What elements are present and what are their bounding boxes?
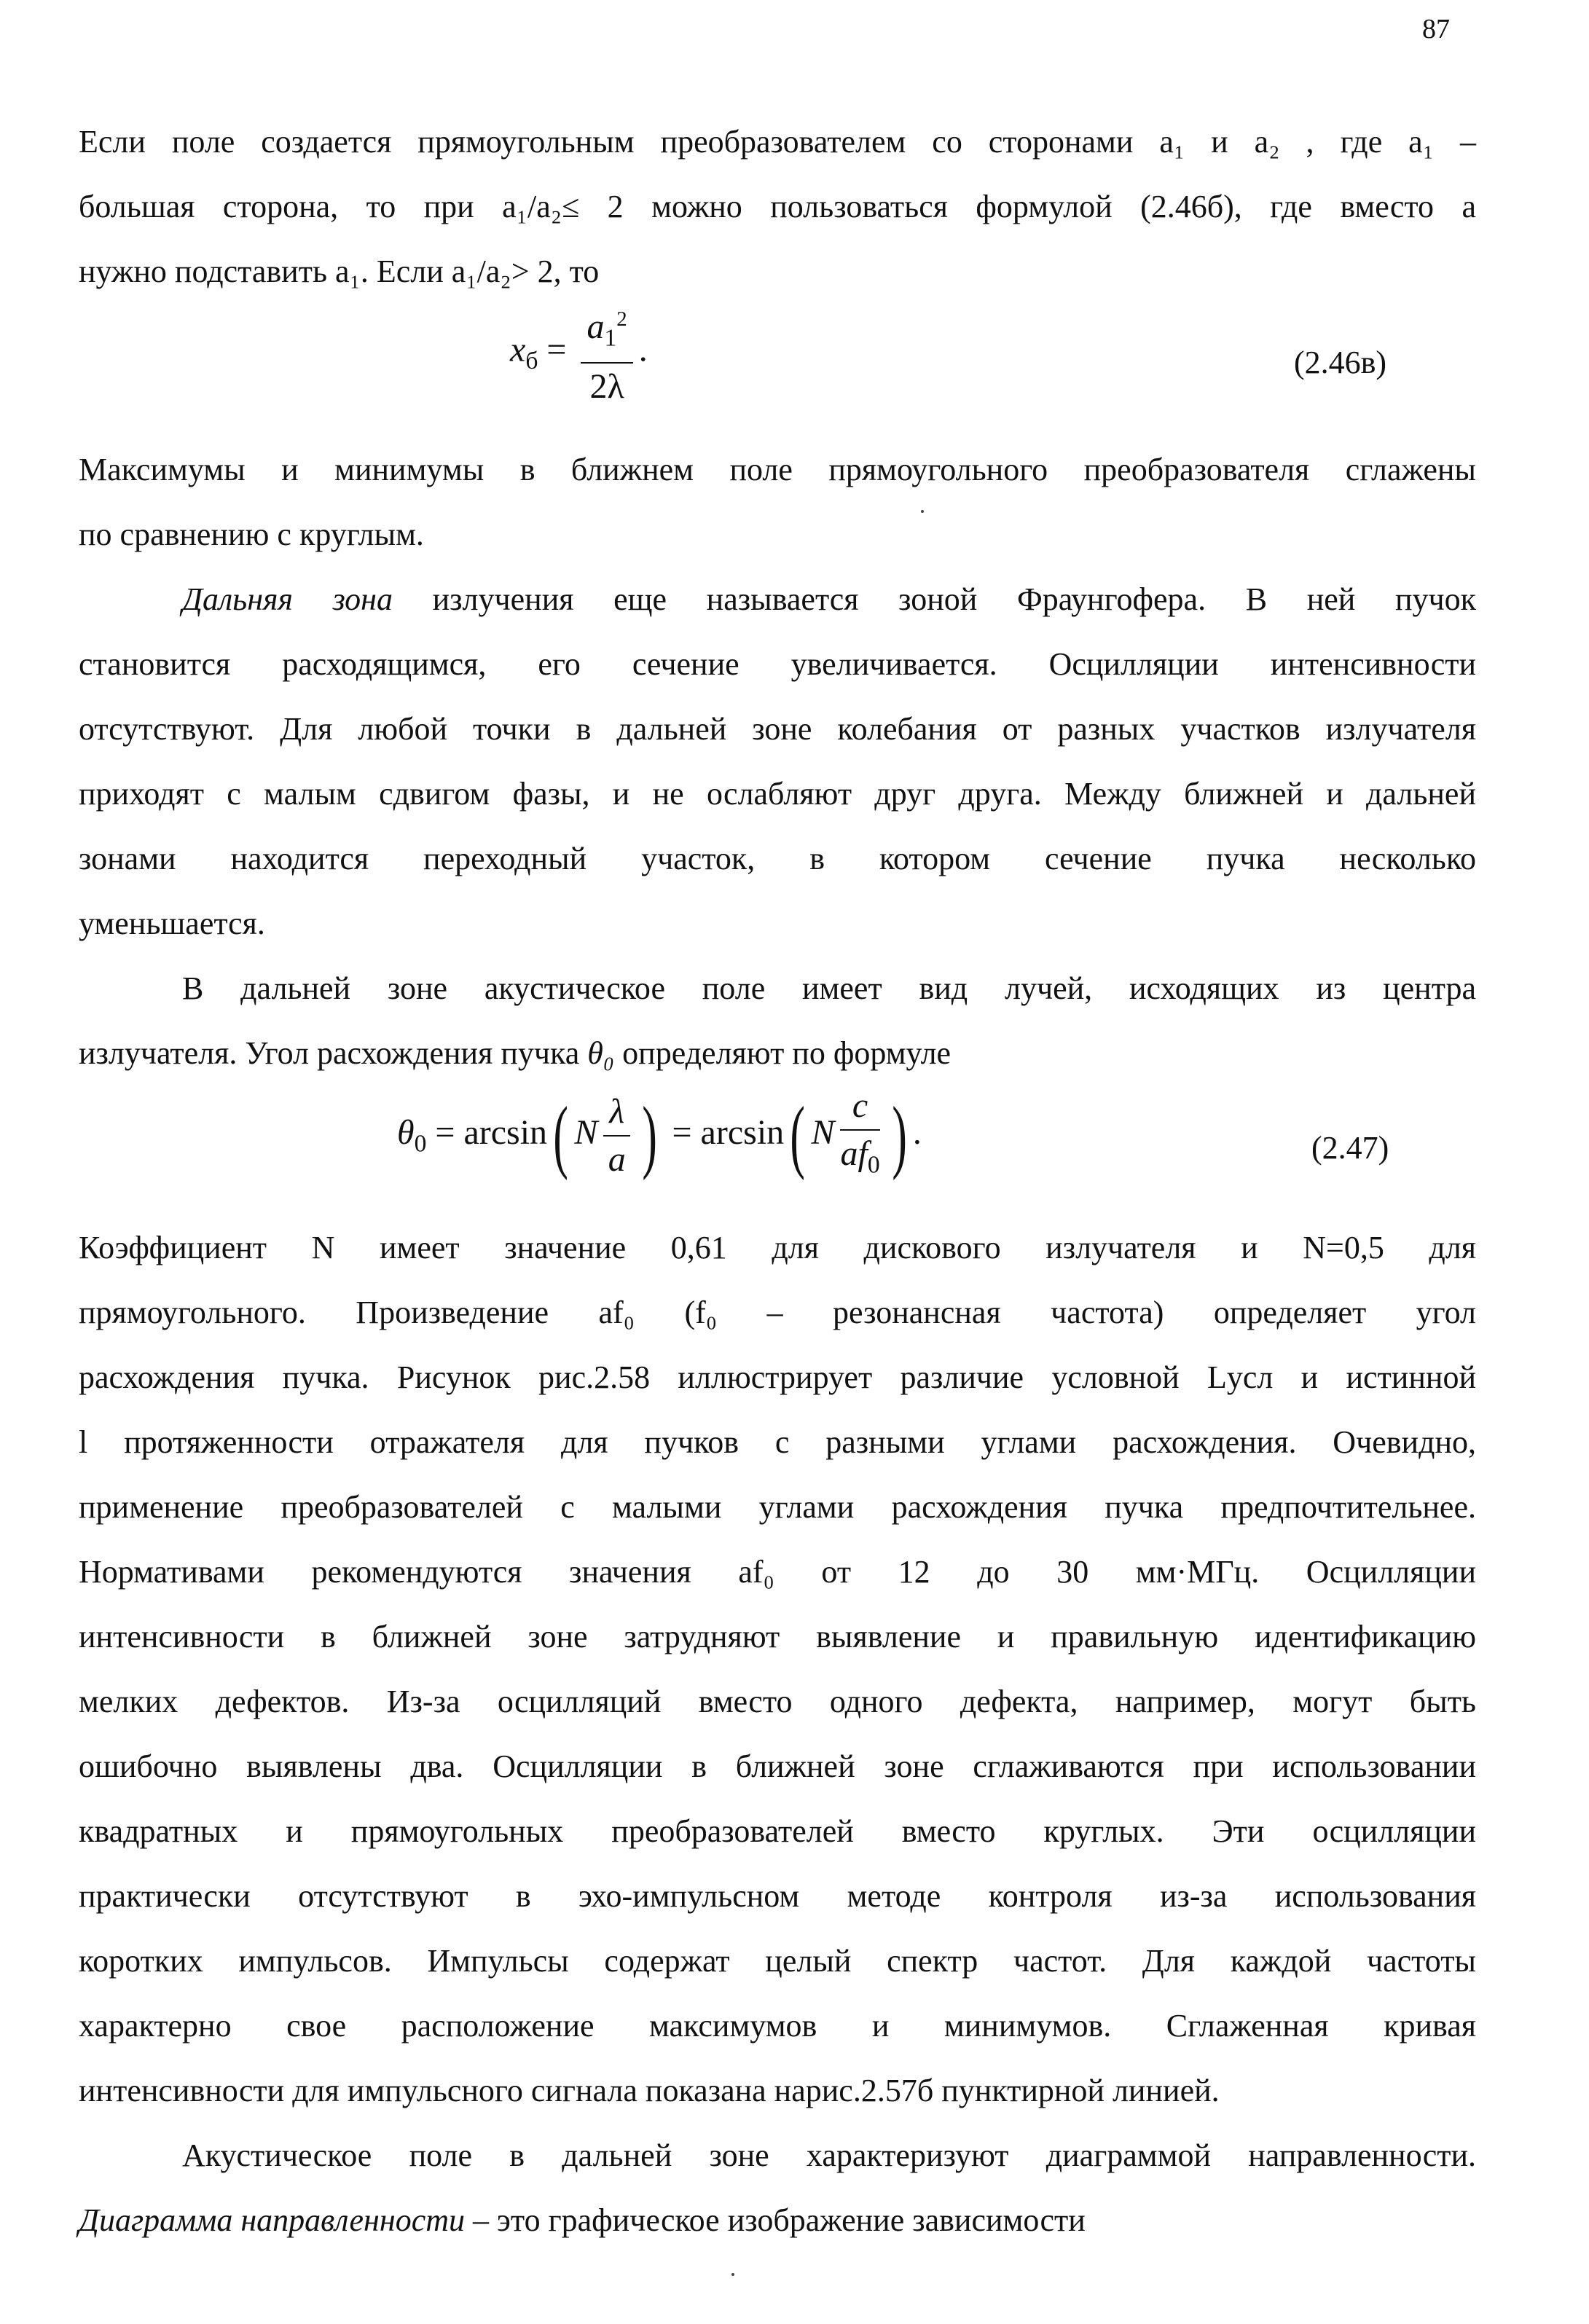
- formula-operator: = arcsin: [435, 1112, 548, 1152]
- term-far-zone: Дальняя зона: [182, 581, 393, 617]
- paragraph-line: Акустическое поле в дальней зоне характеризуют диаграммой направленности.: [182, 2137, 1476, 2173]
- paragraph-line: интенсивности для импульсного сигнала показана нарис.2.57б пунктирной линией.: [79, 2073, 1220, 2108]
- formula-fraction: [581, 299, 632, 407]
- equation-number: (2.46в): [1294, 345, 1387, 380]
- formula-symbol: a: [586, 307, 605, 346]
- paragraph-line: Максимумы и минимумы в ближнем поле прямоугольного преобразователя сглажены: [79, 452, 1476, 487]
- paragraph-line: по сравнению с круглым.: [79, 517, 424, 552]
- paragraph-line: Нормативами рекомендуются значения af₀ от 12 до 30 мм·МГц. Осцилляции: [79, 1554, 1476, 1590]
- paragraph-line: коротких импульсов. Импульсы содержат целый спектр частот. Для каждой частоты: [79, 1943, 1476, 1979]
- formula-denominator: 2λ: [589, 366, 624, 406]
- paragraph-line: мелких дефектов. Из-за осцилляций вместо одного дефекта, например, могут быть: [79, 1684, 1476, 1719]
- formula-subscript: 1: [604, 324, 617, 352]
- formula-subscript: 0: [867, 1151, 880, 1179]
- paragraph-line: l протяженности отражателя для пучков с разными углами расхождения. Очевидно,: [79, 1424, 1476, 1460]
- paragraph-line: квадратных и прямоугольных преобразователей вместо круглых. Эти осцилляции: [79, 1813, 1476, 1849]
- paragraph-line: практически отсутствуют в эхо-импульсном методе контроля из-за использования: [79, 1878, 1476, 1914]
- paragraph-line: расхождения пучка. Рисунок рис.2.58 иллюстрирует различие условной Lусл и истинной: [79, 1359, 1476, 1395]
- formula-denominator: af: [840, 1134, 868, 1173]
- equation-number: (2.47): [1311, 1130, 1389, 1166]
- paragraph-text: – это графическое изображение зависимости: [465, 2202, 1086, 2238]
- formula-denominator: a: [608, 1139, 626, 1179]
- formula-symbol: N: [811, 1112, 835, 1152]
- paragraph-line: отсутствуют. Для любой точки в дальней зоне колебания от разных участков излучателя: [79, 711, 1476, 747]
- scan-speck: [921, 510, 924, 513]
- paragraph-line: зонами находится переходный участок, в котором сечение пучка несколько: [79, 841, 1476, 876]
- paragraph-line: нужно подставить a₁. Если a₁/a₂> 2, то: [79, 254, 600, 289]
- term-directivity-diagram: Диаграмма направленности: [79, 2202, 466, 2238]
- formula-numerator: c: [840, 1086, 879, 1131]
- formula-operator: = arcsin: [672, 1112, 785, 1152]
- formula-symbol: x: [510, 330, 526, 369]
- formula-symbol: θ: [397, 1112, 415, 1152]
- paragraph-line: прямоугольного. Произведение af₀ (f₀ – резонансная частота) определяет угол: [79, 1295, 1476, 1330]
- left-parenthesis: (: [553, 1090, 568, 1181]
- paragraph-line: В дальней зоне акустическое поле имеет вид лучей, исходящих из центра: [182, 970, 1476, 1006]
- paragraph-line: [79, 567, 1476, 632]
- left-parenthesis: (: [790, 1090, 806, 1181]
- formula-punctuation: .: [638, 330, 648, 369]
- paragraph-line: ошибочно выявлены два. Осцилляции в ближней зоне сглаживаются при использовании: [79, 1748, 1476, 1784]
- formula-numerator: λ: [603, 1091, 630, 1137]
- paragraph-line: приходят с малым сдвигом фазы, и не ослабляют друг друга. Между ближней и дальней: [79, 776, 1476, 812]
- page-number: 87: [1422, 14, 1450, 44]
- paragraph-line: Коэффициент N имеет значение 0,61 для дискового излучателя и N=0,5 для: [79, 1230, 1476, 1265]
- formula-operator: =: [546, 330, 567, 369]
- formula-2-47: [397, 1086, 922, 1186]
- formula-subscript: 0: [414, 1130, 427, 1158]
- paragraph-line: применение преобразователей с малыми углами расхождения пучка предпочтительнее.: [79, 1489, 1476, 1525]
- paragraph-line: большая сторона, то при a₁/a₂≤ 2 можно пользоваться формулой (2.46б), где вместо a: [79, 189, 1476, 224]
- paragraph-text: излучателя. Угол расхождения пучка: [79, 1035, 588, 1071]
- paragraph-line: уменьшается.: [79, 906, 265, 941]
- paragraph-text: определяют по формуле: [614, 1035, 952, 1071]
- theta-symbol: θ₀: [587, 1035, 615, 1071]
- formula-2-46v: [510, 299, 648, 407]
- scan-speck: [731, 2273, 734, 2276]
- paragraph-line: характерно свое расположение максимумов и минимумов. Сглаженная кривая: [79, 2008, 1476, 2044]
- paragraph-text: излучения еще называется зоной Фраунгофера. В ней пучок: [392, 581, 1476, 617]
- paragraph-line: [79, 2188, 1476, 2253]
- formula-symbol: N: [574, 1112, 598, 1152]
- paragraph-line: становится расходящимся, его сечение увеличивается. Осцилляции интенсивности: [79, 646, 1476, 682]
- paragraph-line: [79, 1021, 1476, 1086]
- formula-fraction: [603, 1091, 630, 1180]
- right-parenthesis: ): [892, 1090, 907, 1181]
- paragraph-line: Если поле создается прямоугольным преобразователем со сторонами a₁ и a₂ , где a₁ –: [79, 124, 1476, 160]
- paragraph-line: интенсивности в ближней зоне затрудняют выявление и правильную идентификацию: [79, 1619, 1476, 1654]
- formula-superscript: 2: [616, 307, 627, 331]
- formula-subscript: б: [525, 347, 538, 374]
- formula-fraction: [840, 1086, 879, 1186]
- right-parenthesis: ): [642, 1090, 658, 1181]
- formula-punctuation: .: [912, 1112, 922, 1152]
